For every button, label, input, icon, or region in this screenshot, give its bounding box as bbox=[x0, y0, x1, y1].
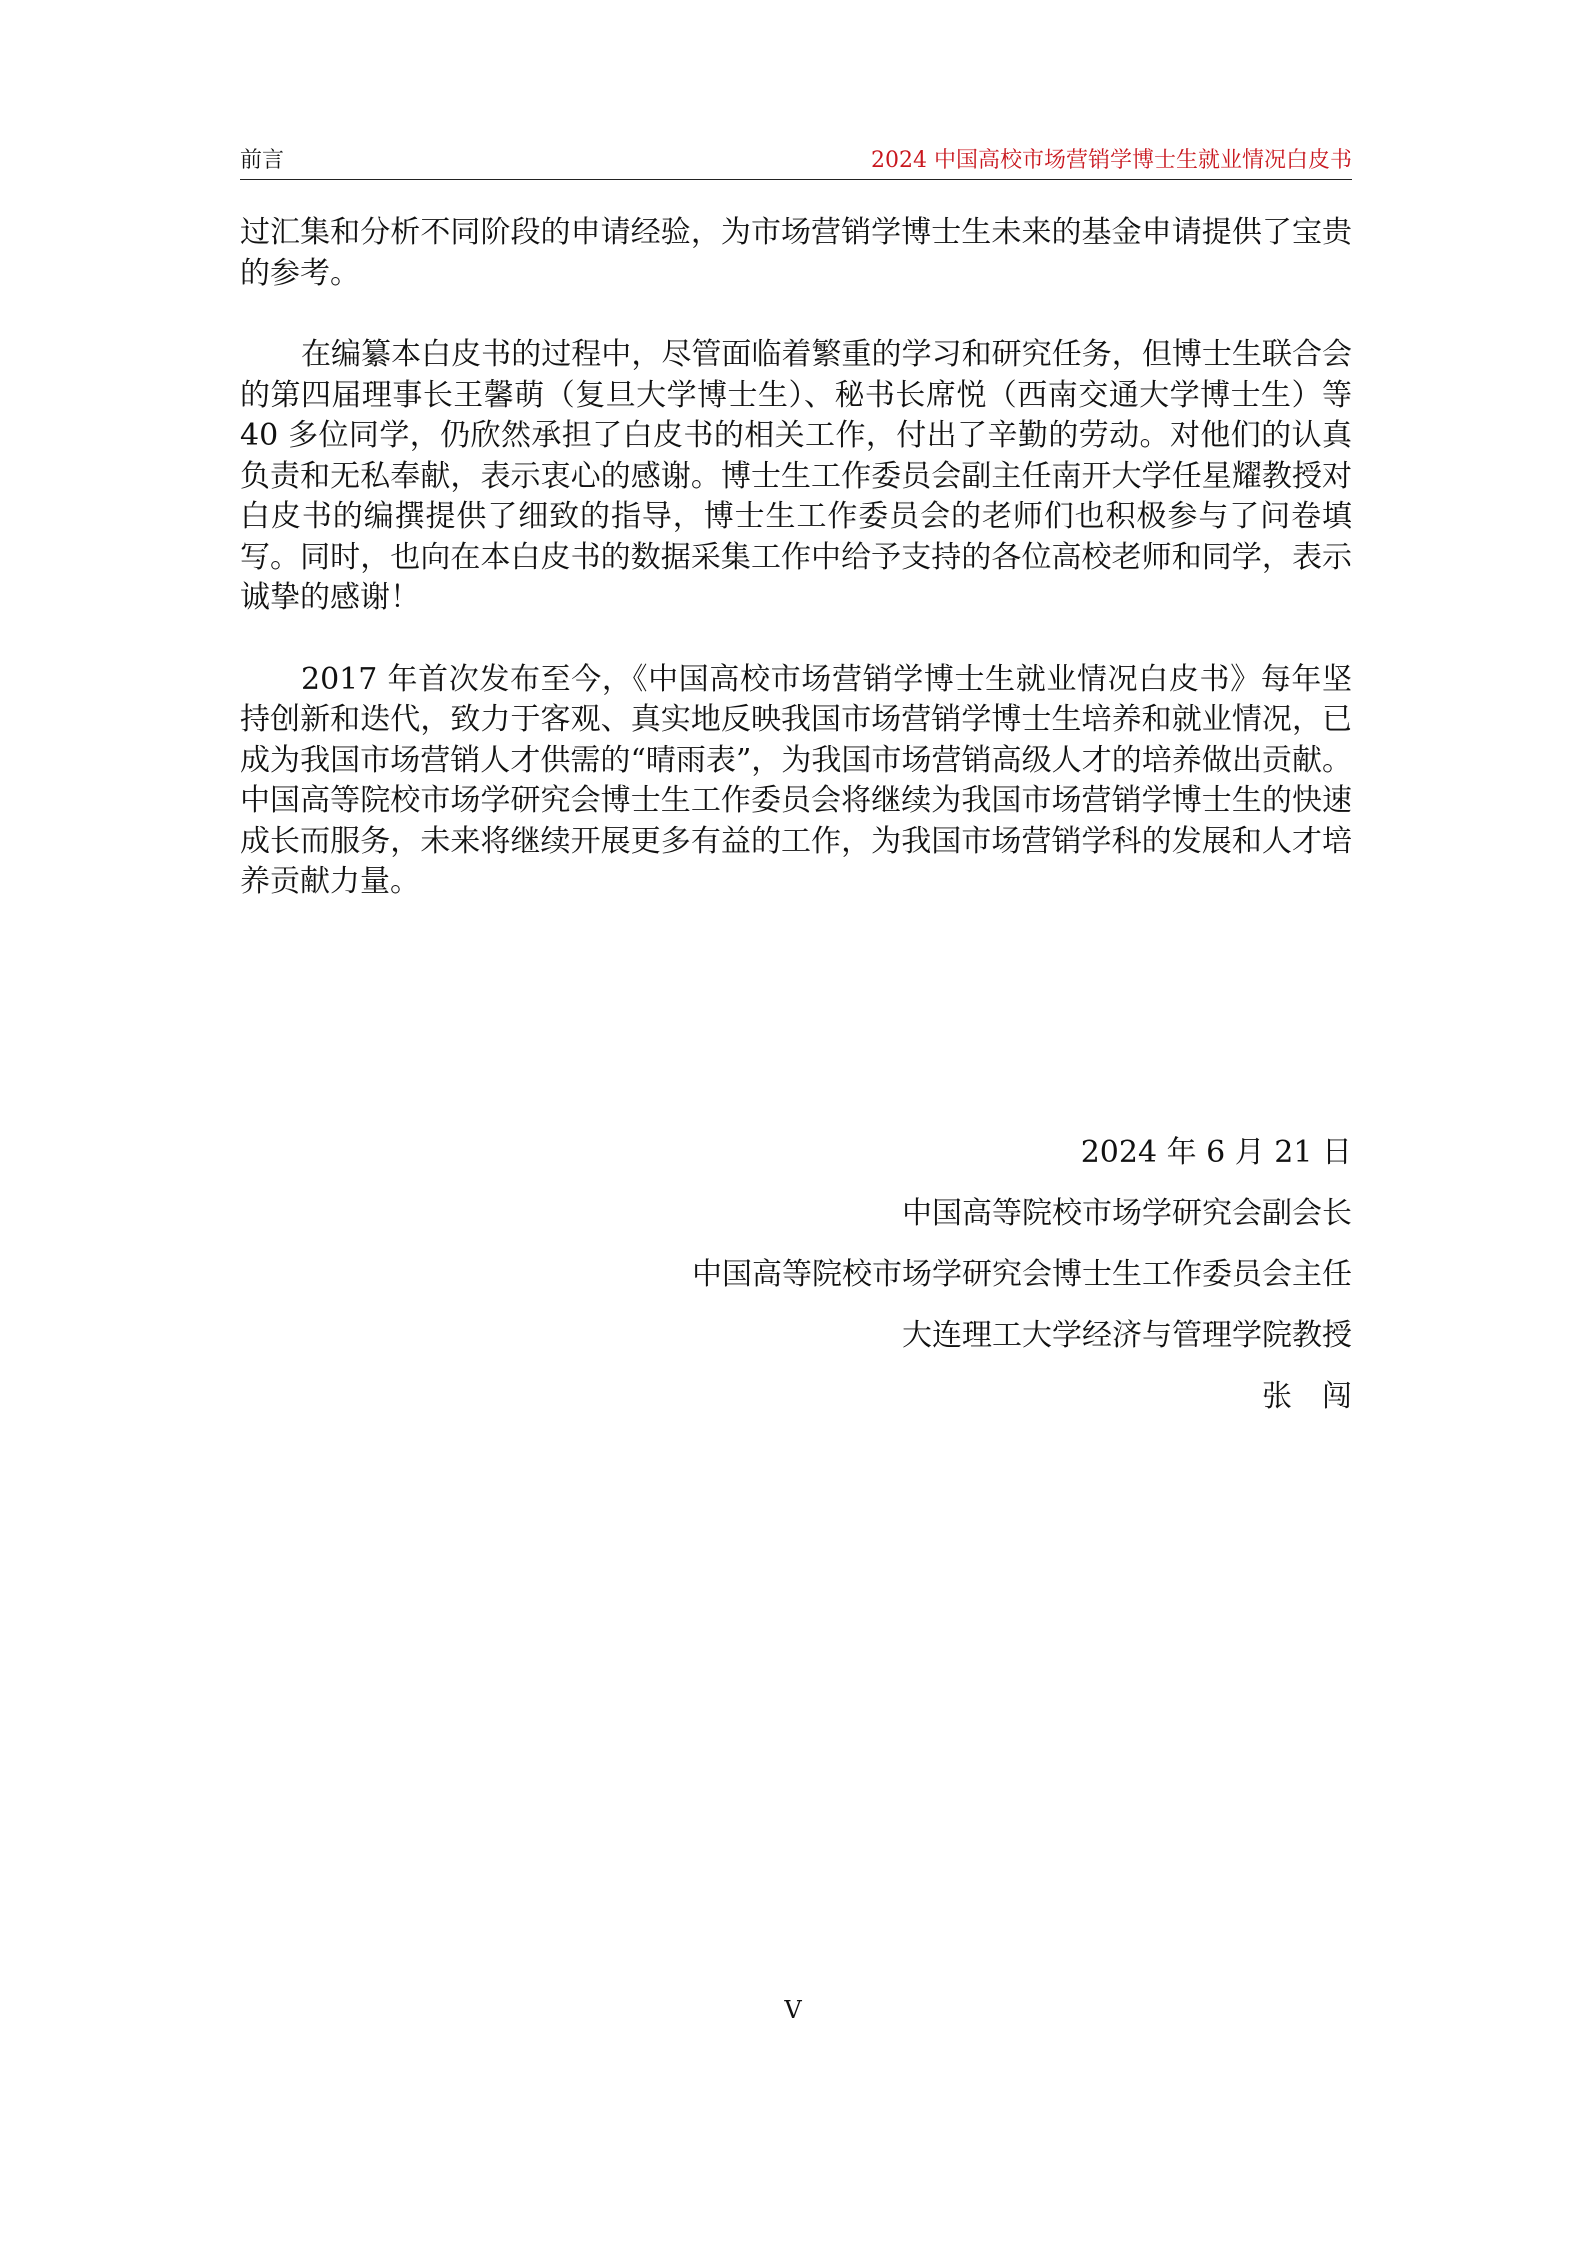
page-number: V bbox=[784, 1996, 802, 2024]
header-section-label: 前言 bbox=[240, 148, 285, 173]
header-divider bbox=[240, 179, 1352, 180]
signature-date: 2024 年 6 月 21 日 bbox=[1080, 1135, 1352, 1170]
paragraph-history: 2017 年首次发布至今，《中国高校市场营销学博士生就业情况白皮书》每年坚持创新和迭代，致力于客观、真实地反映我国市场营销学博士生培养和就业情况，已成为我国市场营销人才供需的“晴雨表”，为我国市场营销高级人才的培养做出贡献。中国高等院校市场学研究会博士生工作委员会将继续为我国市场营销学博士生的快速成长而服务，未来将继续开展更多有益的工作，为我国市场营销学科的发展和人才培养贡献力量。 bbox=[240, 661, 1352, 899]
signature-block bbox=[692, 1133, 1382, 1438]
header-document-title: 2024 中国高校市场营销学博士生就业情况白皮书 bbox=[871, 148, 1352, 173]
signature-name: 张闯 bbox=[1262, 1379, 1382, 1414]
paragraph-acknowledgements: 在编纂本白皮书的过程中，尽管面临着繁重的学习和研究任务，但博士生联合会的第四届理事长王馨萌（复旦大学博士生）、秘书长席悦（西南交通大学博士生）等 40 多位同学，仍欣然承担了白皮书的相关工作，付出了辛勤的劳动。对他们的认真负责和无私奉献，表示衷心的感谢。博士生工作委员会副主任南开大学任星耀教授对白皮书的编撰提供了细致的指导，博士生工作委员会的老师们也积极参与了问卷填写。同时，也向在本白皮书的数据采集工作中给予支持的各位高校老师和同学，表示诚挚的感谢！ bbox=[240, 337, 1352, 615]
paragraph-continuation: 过汇集和分析不同阶段的申请经验，为市场营销学博士生未来的基金申请提供了宝贵的参考。 bbox=[240, 215, 1352, 291]
signature-title-committee-director: 中国高等院校市场学研究会博士生工作委员会主任 bbox=[692, 1257, 1352, 1292]
signature-title-professor: 大连理工大学经济与管理学院教授 bbox=[902, 1318, 1352, 1353]
signature-title-vice-president: 中国高等院校市场学研究会副会长 bbox=[902, 1196, 1352, 1231]
preface-body bbox=[240, 213, 1352, 944]
